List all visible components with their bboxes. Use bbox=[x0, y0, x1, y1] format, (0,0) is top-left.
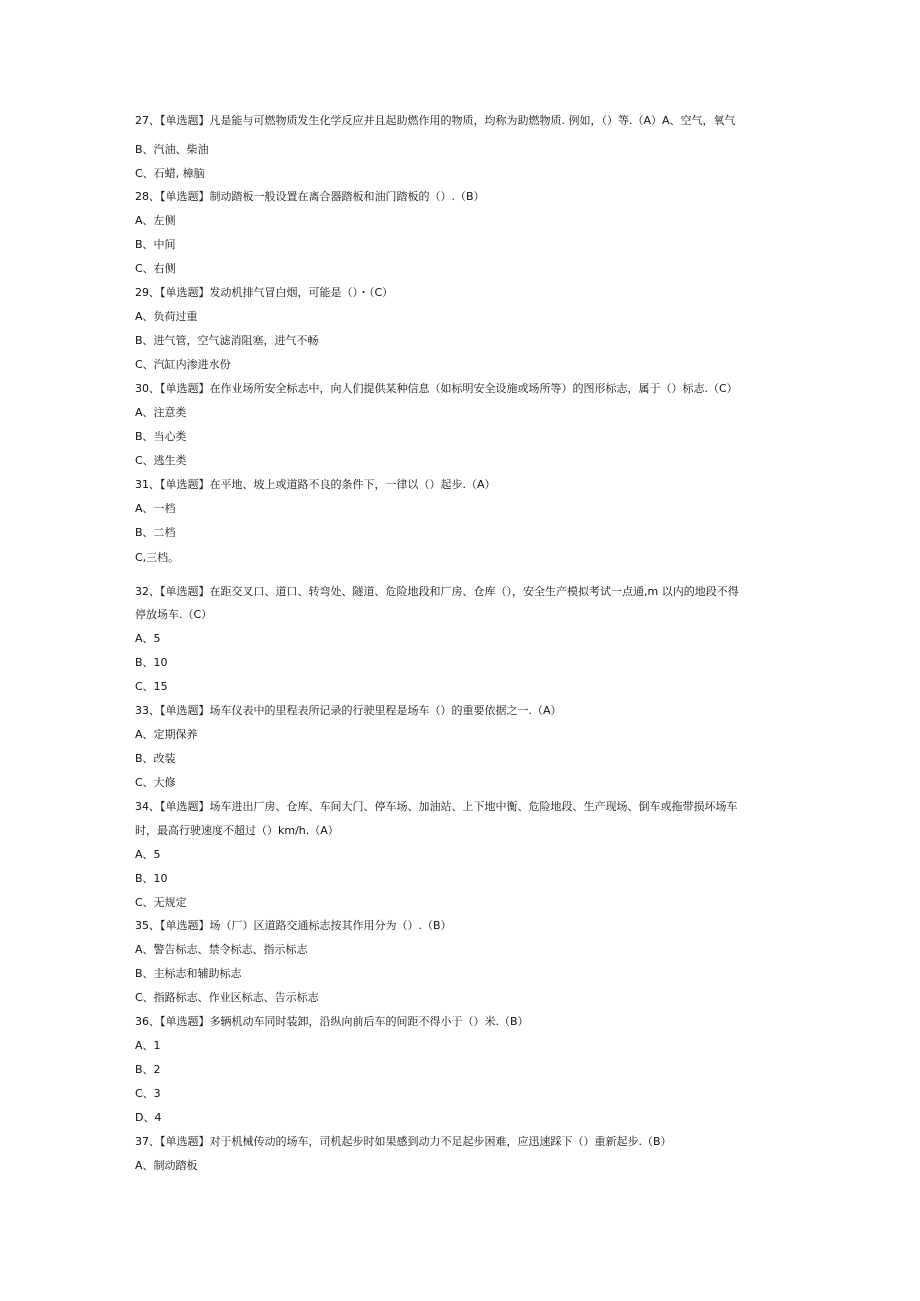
option-line: C、指路标志、作业区标志、告示标志 bbox=[135, 991, 319, 1004]
option-line: C、逃生类 bbox=[135, 454, 187, 467]
question-32-stem: 32、【单选题】在距交叉口、道口、转弯处、隧道、危险地段和厂房、仓库（），安全生产模拟考试一点通,m 以内的地段不得 bbox=[135, 585, 739, 598]
question-28-stem: 28、【单选题】制动踏板一般设置在离合器踏板和油门踏板的（）.（B） bbox=[135, 190, 485, 203]
option-line: B、2 bbox=[135, 1063, 161, 1076]
option-line: C、大修 bbox=[135, 776, 176, 789]
question-34-stem: 34、【单选题】场车进出厂房、仓库、车间大门、停车场、加油站、上下地中衡、危险地段、生产现场、倒车或拖带损坏场车 bbox=[135, 800, 738, 813]
option-line: B、汽油、柴油 bbox=[135, 143, 209, 156]
option-line: A、1 bbox=[135, 1039, 161, 1052]
option-line: A、制动踏板 bbox=[135, 1159, 198, 1172]
option-line: D、4 bbox=[135, 1111, 162, 1124]
option-line: B、进气管，空气滤消阻塞，进气不畅 bbox=[135, 334, 319, 347]
question-36-stem: 36、【单选题】多辆机动车同时装卸，沿纵向前后车的间距不得小于（）米.（B） bbox=[135, 1015, 529, 1028]
option-line: A、一档 bbox=[135, 502, 176, 515]
question-37-stem: 37、【单选题】对于机械传动的场车，司机起步时如果感到动力不足起步困难，应迅速踩下（）重新起步.（B） bbox=[135, 1135, 672, 1148]
option-line: B、改装 bbox=[135, 752, 176, 765]
question-30-stem: 30、【单选题】在作业场所安全标志中，向人们提供某种信息（如标明安全设施或场所等）的图形标志，属于（）标志.（C） bbox=[135, 382, 738, 395]
option-line: C、汽缸内渗进水份 bbox=[135, 358, 231, 371]
option-line: B、二档 bbox=[135, 526, 176, 539]
option-line: A、5 bbox=[135, 848, 161, 861]
option-line: A、定期保养 bbox=[135, 728, 198, 741]
question-27-stem: 27、【单选题】凡是能与可燃物质发生化学反应并且起助燃作用的物质，均称为助燃物质. 例如，（）等.（A）A、空气，氧气 bbox=[135, 114, 736, 127]
option-line: A、5 bbox=[135, 632, 161, 645]
option-line: B、当心类 bbox=[135, 430, 187, 443]
option-line: B、主标志和辅助标志 bbox=[135, 967, 242, 980]
question-33-stem: 33、【单选题】场车仪表中的里程表所记录的行驶里程是场车（）的重要依据之一.（A） bbox=[135, 704, 562, 717]
question-31-stem: 31、【单选题】在平地、坡上或道路不良的条件下，一律以（）起步.（A） bbox=[135, 478, 496, 491]
question-35-stem: 35、【单选题】场（厂）区道路交通标志按其作用分为（）.（B） bbox=[135, 919, 452, 932]
option-line: A、左侧 bbox=[135, 214, 176, 227]
option-line: B、中间 bbox=[135, 238, 176, 251]
question-29-stem: 29、【单选题】发动机排气冒白烟，可能是（）・（C） bbox=[135, 286, 394, 299]
option-line: A、负荷过重 bbox=[135, 310, 198, 323]
option-line: C、15 bbox=[135, 680, 168, 693]
option-line: C,三档。 bbox=[135, 551, 180, 564]
option-line: A、注意类 bbox=[135, 406, 187, 419]
option-line: C、石蜡, 樟脑 bbox=[135, 167, 205, 180]
option-line: C、无规定 bbox=[135, 896, 187, 909]
option-line: C、3 bbox=[135, 1087, 161, 1100]
option-line: B、10 bbox=[135, 656, 168, 669]
option-line: A、警告标志、禁令标志、指示标志 bbox=[135, 943, 308, 956]
option-line: C、右侧 bbox=[135, 262, 176, 275]
question-32-stem-cont: 停放场车.（C） bbox=[135, 608, 213, 621]
option-line: B、10 bbox=[135, 872, 168, 885]
question-34-stem-cont: 时，最高行驶速度不超过（）km/h.（A） bbox=[135, 824, 339, 837]
